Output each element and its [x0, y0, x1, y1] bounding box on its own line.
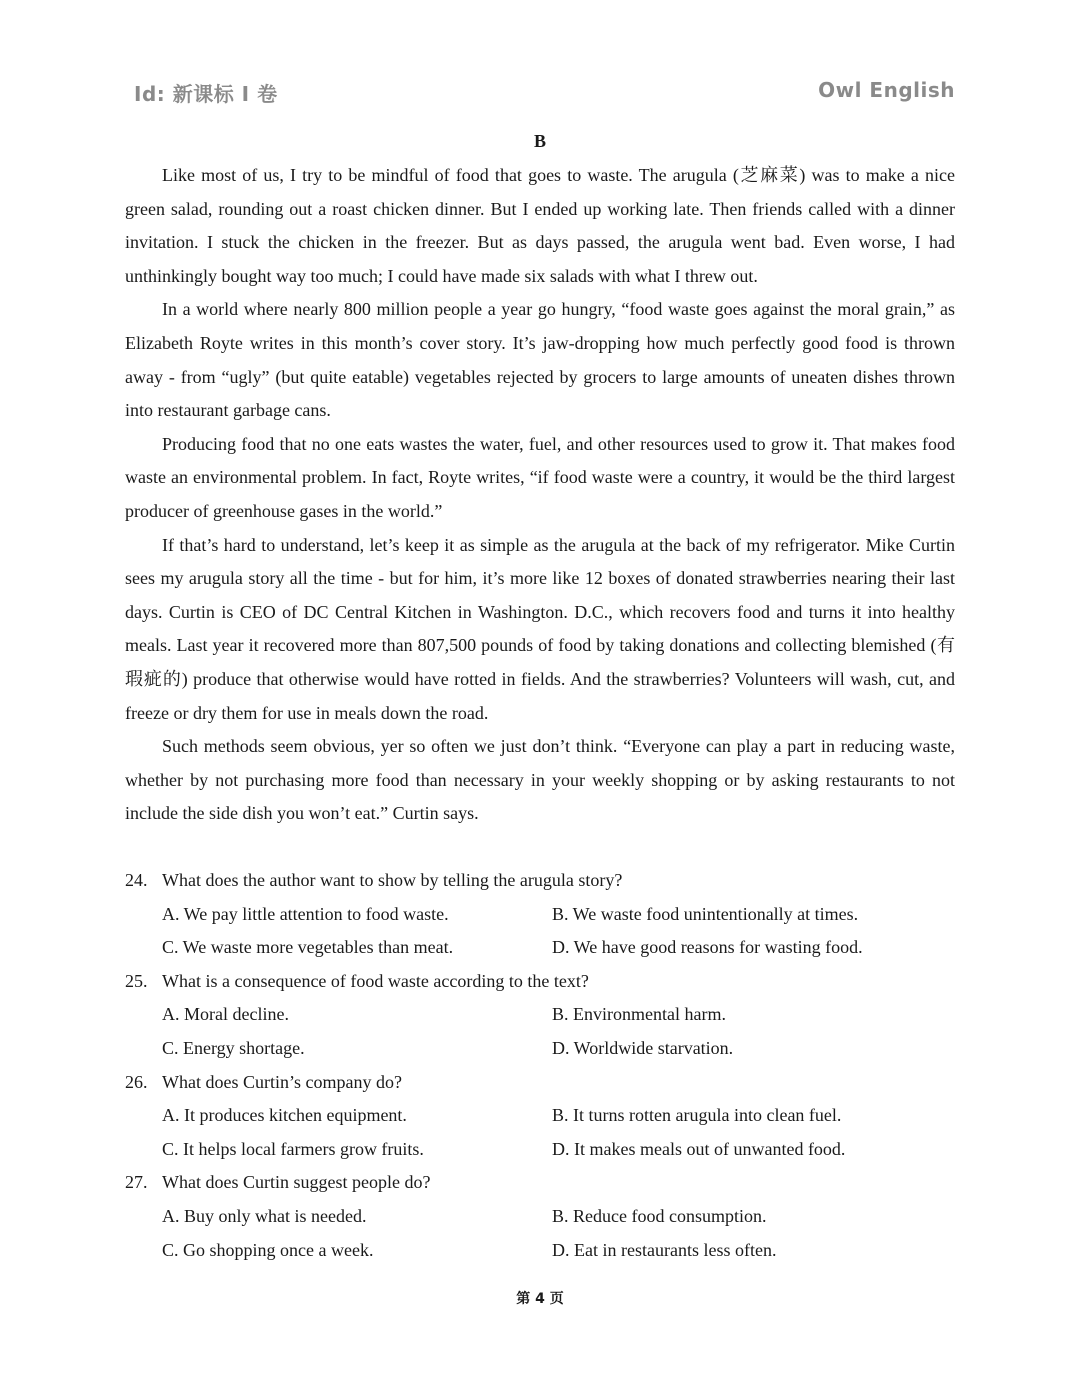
option-a: A. Buy only what is needed. [162, 1205, 367, 1226]
question-item [125, 965, 955, 1066]
option-c: C. It helps local farmers grow fruits. [162, 1138, 424, 1159]
option-d: D. We have good reasons for wasting food. [552, 937, 863, 958]
question-text: What is a consequence of food waste according to the text? [162, 970, 589, 991]
page-number: 第 4 页 [516, 1291, 564, 1307]
option-c: C. We waste more vegetables than meat. [162, 937, 454, 958]
passage-paragraph: In a world where nearly 800 million people a year go hungry, “food waste goes against the moral grain,” as Elizabeth Royte writes in this month’s cover story. It’s jaw-dropping how much perfectly good food is thrown away - from “ugly” (but quite eatable) vegetables rejected by grocers to large amounts of uneaten dishes thrown into restaurant garbage cans. [125, 299, 955, 421]
passage-paragraph: Producing food that no one eats wastes the water, fuel, and other resources used to grow it. That makes food waste an environmental problem. In fact, Royte writes, “if food waste were a country, it would be the third largest producer of greenhouse gases in the world.” [125, 433, 955, 521]
question-stem [125, 1066, 955, 1100]
question-item [125, 1166, 955, 1267]
question-stem [125, 1166, 955, 1200]
option-c: C. Go shopping once a week. [162, 1239, 374, 1260]
question-item [125, 1066, 955, 1167]
question-list [125, 864, 955, 1267]
question-number: 24. [125, 870, 148, 890]
question-text: What does the author want to show by telling the arugula story? [162, 870, 623, 890]
header-id-label: Id: 新课标 I 卷 [134, 82, 278, 106]
question-number: 27. [125, 1172, 148, 1193]
option-d: D. Eat in restaurants less often. [552, 1239, 777, 1260]
reading-passage [125, 159, 955, 831]
option-a: A. It produces kitchen equipment. [162, 1105, 407, 1126]
passage-paragraph: Like most of us, I try to be mindful of food that goes to waste. The arugula (芝麻菜) was to make a nice green salad, rounding out a roast chicken dinner. But I ended up working late. Then friends called with a dinner invitation. I stuck the chicken in the freezer. But as days passed, the arugula went bad. Even worse, I had unthinkingly bought way too much; I could have made six salads with what I threw out. [125, 165, 955, 286]
section-title: B [533, 131, 546, 151]
header-brand-label: Owl English [818, 78, 955, 102]
option-grid [162, 898, 955, 965]
question-number: 25. [125, 970, 148, 991]
option-d: D. It makes meals out of unwanted food. [552, 1138, 846, 1159]
option-grid [162, 1200, 955, 1267]
question-text: What does Curtin’s company do? [162, 1071, 402, 1092]
option-d: D. Worldwide starvation. [552, 1037, 734, 1058]
question-stem [125, 965, 955, 999]
option-grid [162, 998, 955, 1065]
option-a: A. We pay little attention to food waste. [162, 903, 449, 924]
passage-paragraph: Such methods seem obvious, yer so often we just don’t think. “Everyone can play a part in reducing waste, whether by not purchasing more food than necessary in your weekly shopping or by asking restaurants to not include the side dish you won’t eat.” Curtin says. [125, 736, 955, 824]
option-b: B. We waste food unintentionally at times. [552, 903, 859, 924]
question-text: What does Curtin suggest people do? [162, 1172, 431, 1193]
passage-paragraph: If that’s hard to understand, let’s keep it as simple as the arugula at the back of my refrigerator. Mike Curtin sees my arugula story all the time - but for him, it’s more like 12 boxes of donated strawberries nearing their last days. Curtin is CEO of DC Central Kitchen in Washington. D.C., which recovers food and turns it into healthy meals. Last year it recovered more than 807,500 pounds of food by taking donations and collecting blemished (有瑕疵的) produce that otherwise would have rotted in fields. And the strawberries? Volunteers will wash, cut, and freeze or dry them for use in meals down the road. [125, 534, 955, 723]
question-number: 26. [125, 1071, 148, 1092]
option-c: C. Energy shortage. [162, 1037, 305, 1058]
option-b: B. Environmental harm. [552, 1004, 726, 1025]
option-b: B. It turns rotten arugula into clean fuel. [552, 1105, 842, 1126]
question-item [125, 864, 955, 965]
option-a: A. Moral decline. [162, 1004, 289, 1025]
option-b: B. Reduce food consumption. [552, 1205, 767, 1226]
question-stem [125, 864, 955, 898]
option-grid [162, 1099, 955, 1166]
